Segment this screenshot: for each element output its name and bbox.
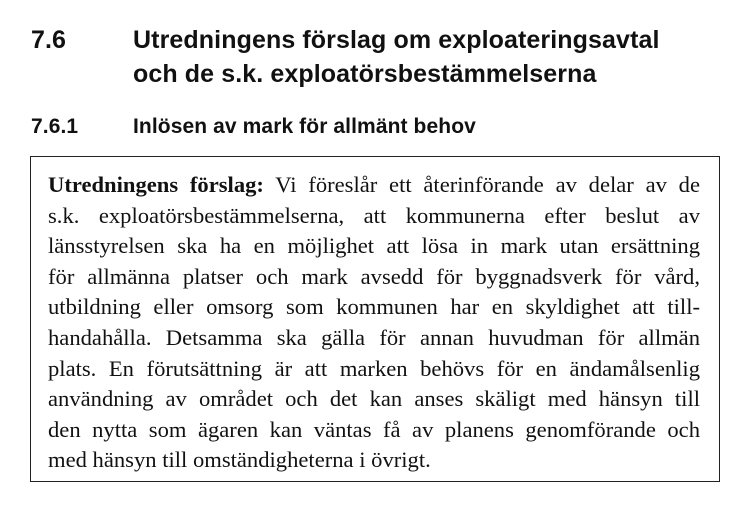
proposal-line: med hänsyn till omständigheterna i övrigt. (48, 447, 431, 473)
section-number: 7.6 (31, 26, 67, 54)
proposal-line: plats. En förutsättning är att marken behövs för en ändamålsenlig (48, 355, 700, 381)
subsection-number: 7.6.1 (31, 115, 79, 138)
proposal-line (48, 170, 700, 201)
proposal-line: för allmänna platser och mark avsedd för byggnadsverk för vård, (48, 263, 700, 289)
section-title (133, 23, 660, 91)
proposal-line: handahålla. Detsamma ska gälla för annan huvudman för allmän (48, 324, 700, 350)
proposal-line: den nytta som ägaren kan väntas få av planens genomförande och (48, 416, 700, 442)
proposal-line: användning av området och det kan anses skäligt med hänsyn till (48, 386, 700, 412)
proposal-first-line-text: Vi föreslår ett återinförande av delar av de (263, 172, 700, 197)
proposal-text (48, 170, 700, 476)
proposal-line: länsstyrelsen ska ha en möjlighet att lösa in mark utan ersättning (48, 233, 700, 259)
proposal-label: Utredningens förslag: (48, 172, 264, 197)
proposal-line: s.k. exploatörsbestämmelserna, att kommunerna efter beslut av (48, 202, 700, 228)
section-title-line: Utredningens förslag om exploateringsavtal (133, 26, 660, 54)
proposal-line: utbildning eller omsorg som kommunen har en skyldighet att till- (48, 294, 700, 320)
section-title-line: och de s.k. exploatörsbestämmelserna (133, 60, 597, 88)
proposal-box (30, 156, 720, 482)
subsection-title: Inlösen av mark för allmänt behov (133, 115, 476, 138)
